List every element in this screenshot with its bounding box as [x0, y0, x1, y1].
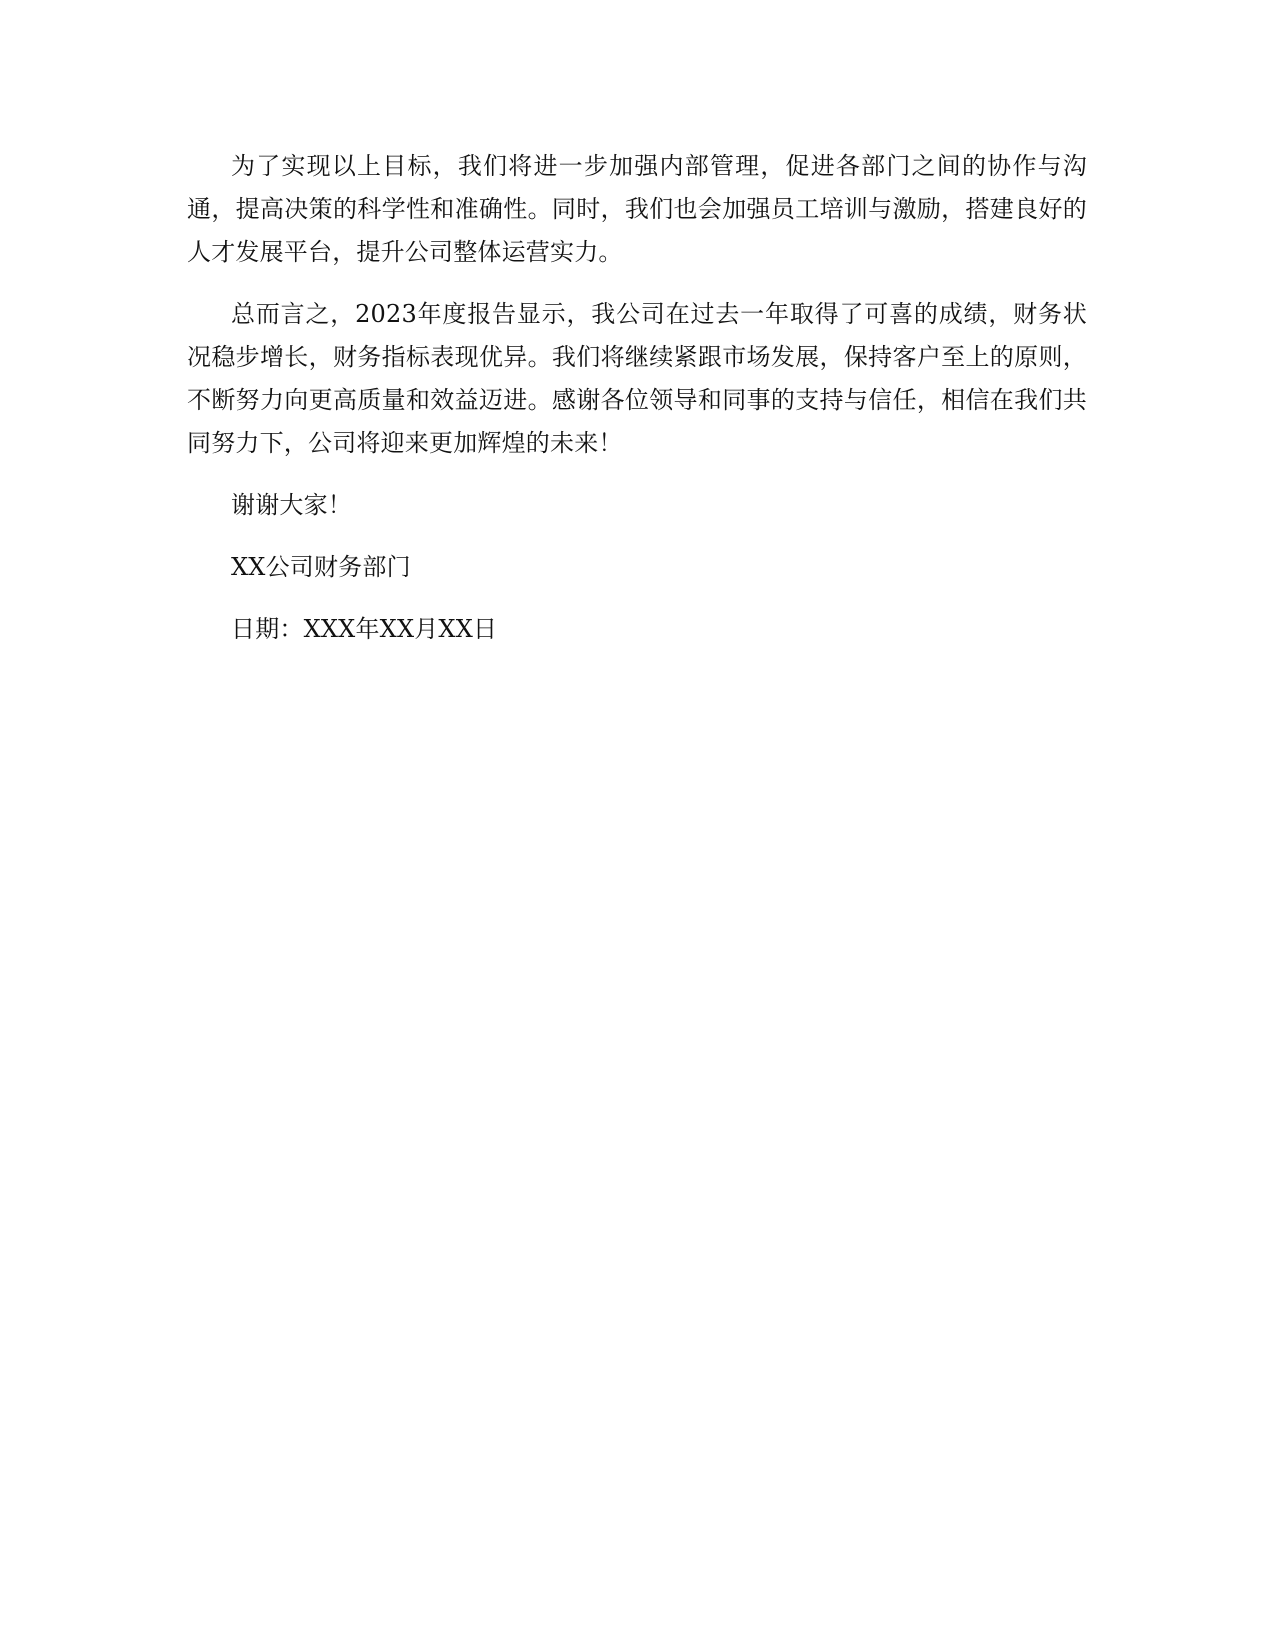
- signature-department: XX公司财务部门: [231, 553, 411, 581]
- signature-date: 日期：XXX年XX月XX日: [231, 615, 498, 643]
- document-body: [187, 145, 1087, 670]
- closing-thanks: 谢谢大家！: [231, 491, 352, 519]
- paragraph-goals: 为了实现以上目标，我们将进一步加强内部管理，促进各部门之间的协作与沟通，提高决策的科学性和准确性。同时，我们也会加强员工培训与激励，搭建良好的人才发展平台，提升公司整体运营实力。: [187, 152, 1087, 266]
- paragraph-summary: 总而言之，2023年度报告显示，我公司在过去一年取得了可喜的成绩，财务状况稳步增长，财务指标表现优异。我们将继续紧跟市场发展，保持客户至上的原则，不断努力向更高质量和效益迈进。感谢各位领导和同事的支持与信任，相信在我们共同努力下，公司将迎来更加辉煌的未来！: [187, 300, 1087, 457]
